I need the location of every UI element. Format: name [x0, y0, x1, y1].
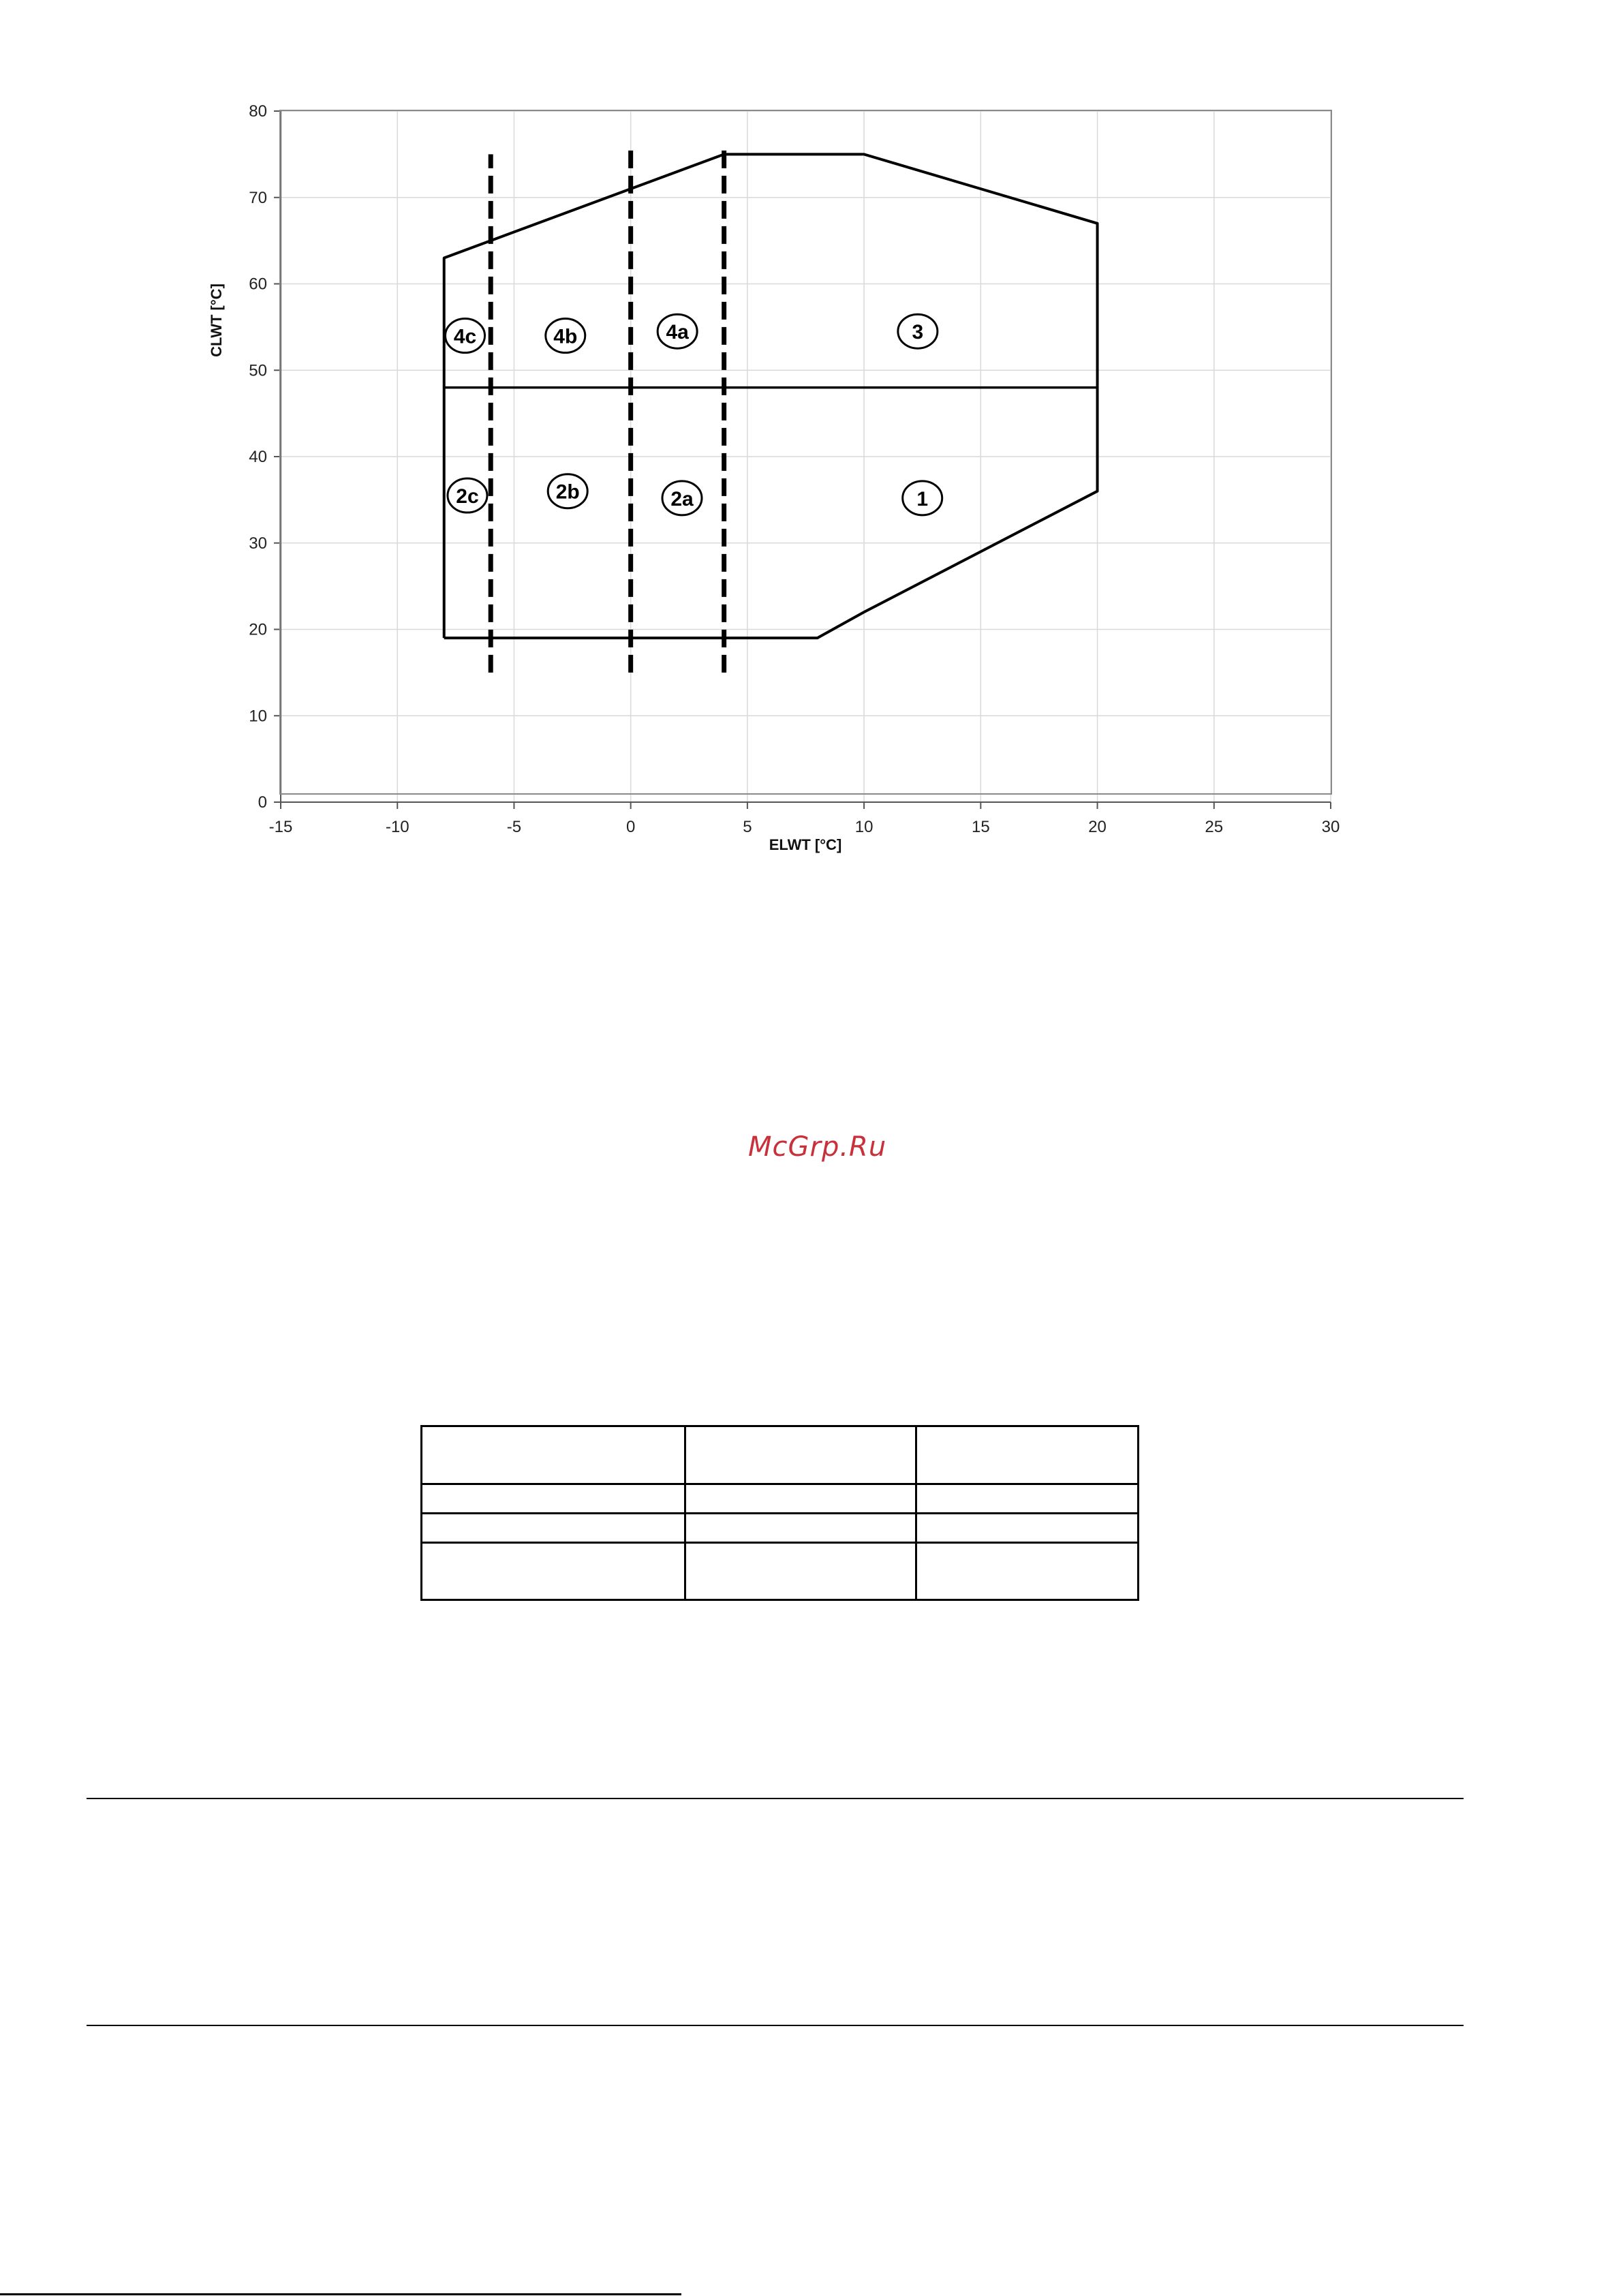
y-tick-label: 80	[249, 102, 267, 121]
table-cell	[685, 1543, 916, 1600]
y-tick-label: 0	[258, 793, 267, 812]
zone-label-4c: 4c	[453, 325, 477, 348]
table-cell	[685, 1514, 916, 1543]
y-tick-label: 30	[249, 534, 267, 553]
zone-labels	[446, 314, 942, 515]
y-tick-label: 50	[249, 361, 267, 380]
blank-table	[420, 1425, 1139, 1601]
horizontal-rule-1	[87, 1798, 1464, 1799]
y-axis-title: CLWT [°C]	[208, 284, 225, 357]
table-cell	[916, 1514, 1139, 1543]
chart-grid	[274, 111, 1331, 809]
x-tick-label: -5	[506, 818, 522, 836]
zone-label-4b: 4b	[553, 325, 578, 348]
horizontal-rule-3	[0, 2293, 681, 2295]
zone-label-2a: 2a	[670, 487, 694, 510]
table-cell	[916, 1484, 1139, 1514]
x-tick-label: 0	[625, 818, 636, 836]
table-cell	[685, 1426, 916, 1484]
x-tick-label: -15	[268, 818, 293, 836]
y-tick-label: 40	[249, 448, 267, 466]
x-tick-label: 5	[743, 818, 752, 836]
zone-label-4a: 4a	[666, 321, 689, 344]
envelope-outline	[444, 154, 1098, 638]
tick-labels	[249, 102, 1340, 836]
zone-label-2b: 2b	[555, 480, 580, 504]
table-cell	[422, 1484, 685, 1514]
horizontal-rule-2	[87, 2025, 1464, 2026]
x-tick-label: 15	[971, 818, 990, 836]
y-tick-label: 70	[249, 188, 267, 207]
zone-label-3: 3	[912, 321, 924, 344]
table-row	[422, 1543, 1139, 1600]
envelope-shapes	[444, 146, 1098, 673]
table-row	[422, 1426, 1139, 1484]
table-row	[422, 1514, 1139, 1543]
table-cell	[916, 1426, 1139, 1484]
table-cell	[685, 1484, 916, 1514]
x-tick-label: 25	[1205, 818, 1224, 836]
x-tick-label: 10	[854, 818, 874, 836]
table-row	[422, 1484, 1139, 1514]
x-tick-label: 20	[1088, 818, 1107, 836]
x-tick-label: -10	[385, 818, 409, 836]
table-cell	[422, 1514, 685, 1543]
table-cell	[422, 1426, 685, 1484]
table-cell	[422, 1543, 685, 1600]
x-tick-label: 30	[1321, 818, 1340, 836]
x-axis-title: ELWT [°C]	[769, 836, 842, 853]
zone-label-2c: 2c	[456, 485, 479, 508]
operating-envelope-chart	[0, 0, 1623, 954]
zone-label-1: 1	[916, 487, 929, 510]
y-tick-label: 20	[249, 620, 267, 639]
y-tick-label: 60	[249, 275, 267, 294]
plot-area-border	[280, 110, 1331, 794]
watermark-text: McGrp.Ru	[748, 1131, 887, 1163]
y-tick-label: 10	[249, 707, 267, 726]
table-cell	[916, 1543, 1139, 1600]
